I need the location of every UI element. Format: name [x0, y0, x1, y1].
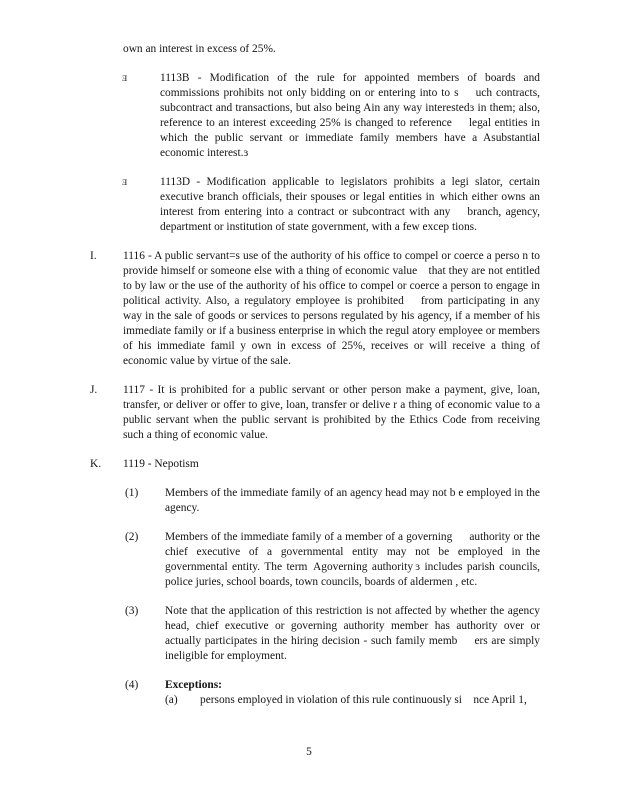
sub-item-text-a: persons employed in violation of this rule continuously si nce April 1, — [200, 694, 527, 706]
page-content — [90, 42, 540, 708]
paragraph-continuation: own an interest in excess of 25%. — [123, 43, 276, 55]
item-label: I. — [90, 250, 97, 262]
item-label: J. — [90, 384, 98, 396]
numbered-text-2: Members of the immediate family of a member of a governing authority or the chief executive of a governmental entity may not be employed in the governmental entity. The term Agoverning authority ɜ includes parish councils, police juries, school boards, town councils, boards of aldermen , etc. — [165, 531, 540, 588]
numbered-item-1 — [125, 486, 540, 516]
numbered-item-3 — [125, 604, 540, 664]
numbered-label: (1) — [125, 487, 139, 499]
page-number: 5 — [306, 746, 312, 758]
numbered-text-4-exceptions-heading: Exceptions: — [165, 679, 222, 691]
item-label: K. — [90, 458, 102, 470]
sub-item-label: (a) — [165, 694, 178, 706]
item-j-1117 — [90, 383, 540, 443]
numbered-label: (4) — [125, 679, 139, 691]
item-i-1116 — [90, 249, 540, 369]
item-k-1119 — [90, 457, 540, 472]
numbered-item-2 — [125, 530, 540, 590]
item-text-1117: 1117 - It is prohibited for a public servant or other person make a payment, give, loan, transfer, or deliver or offer to give, loan, transfer or delive r a thing of economic value to a public servant when the public servant is prohibited by the Ethics Code from receiving such a thing of economic value. — [123, 384, 540, 441]
bullet-marker-icon: Ǝ — [122, 73, 128, 83]
bullet-item-1113d — [122, 175, 540, 235]
numbered-label: (2) — [125, 531, 139, 543]
bullet-text-1113b: 1113B - Modification of the rule for appointed members of boards and commissions prohibits not only bidding on or entering into to s uch contracts, subcontract and transactions, but also being Ain any way interestedɜ in them; also, reference to an interest exceeding 25% is changed to reference legal entities in which the public servant or immediate family members have a Asubstantial economic interest.ɜ — [160, 72, 540, 159]
sub-item-a — [165, 693, 540, 708]
bullet-marker-icon: Ǝ — [122, 177, 128, 187]
numbered-text-1: Members of the immediate family of an agency head may not b e employed in the agency. — [165, 487, 540, 514]
numbered-label: (3) — [125, 605, 139, 617]
numbered-text-3: Note that the application of this restriction is not affected by whether the agency head, chief executive or governing authority member has authority over or actually participates in the hiring decision - such family memb ers are simply ineligible for employment. — [165, 605, 540, 662]
bullet-text-1113d: 1113D - Modification applicable to legislators prohibits a legi slator, certain executive branch officials, their spouses or legal entities in which either owns an interest from entering into a contract or subcontract with any branch, agency, department or institution of state government, with a few excep tions. — [160, 176, 540, 233]
item-text-1119: 1119 - Nepotism — [123, 458, 199, 470]
numbered-item-4 — [125, 678, 540, 693]
item-text-1116: 1116 - A public servant=s use of the authority of his office to compel or coerce a perso n to provide himself or someone else with a thing of economic value that they are not entitled to by law or the use of the authority of his office to compel or coerce a person to engage in political activity. Also, a regulatory employee is prohibited from participating in any way in the sale of goods or services to persons regulated by his agency, if a member of his immediate family or if a business enterprise in which the regul atory employee or members of his immediate famil y own in excess of 25%, receives or will receive a thing of economic value by virtue of the sale. — [123, 250, 540, 367]
bullet-item-1113b — [122, 71, 540, 161]
